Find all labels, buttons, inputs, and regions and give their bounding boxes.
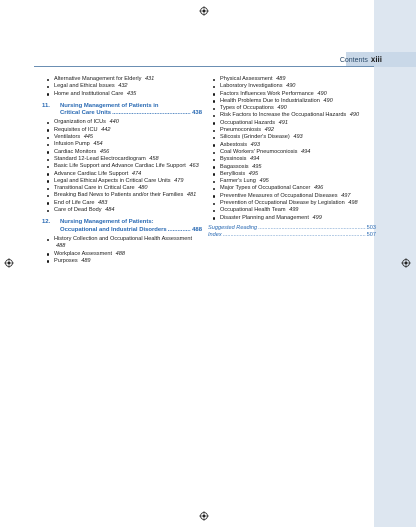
toc-entry[interactable] xyxy=(208,149,376,156)
toc-entry-title: Preventive Measures of Occupational Diseases xyxy=(220,192,338,199)
toc-entry-page: 481 xyxy=(186,192,197,199)
toc-entry-title: Berylliosis xyxy=(220,170,246,177)
toc-entry[interactable] xyxy=(208,120,376,127)
toc-entry-page: 489 xyxy=(81,257,91,264)
toc-entry-page: 488 xyxy=(115,250,125,257)
toc-entry-page: 442 xyxy=(101,126,111,133)
toc-entry-title: Occupational Hazards xyxy=(220,119,276,126)
chapter-title-line: Occupational and Industrial Disorders xyxy=(60,226,167,233)
toc-entry-title: Major Types of Occupational Cancer xyxy=(220,185,311,192)
toc-entry[interactable] xyxy=(208,134,376,141)
toc-entry-page: 493 xyxy=(250,141,260,148)
toc-entry[interactable] xyxy=(42,163,202,170)
registration-mark-icon xyxy=(199,6,209,16)
toc-entry-page: 484 xyxy=(105,207,115,214)
toc-entry-page: 497 xyxy=(341,192,351,199)
toc-entry[interactable] xyxy=(208,185,376,192)
toc-entry-title: Disaster Planning and Management xyxy=(220,214,309,221)
suggested-reading-entry[interactable] xyxy=(208,225,376,232)
header-rule xyxy=(34,66,374,67)
chapter-page: 488 xyxy=(192,226,202,233)
toc-entry-title: Types of Occupations xyxy=(220,105,274,112)
toc-entry-title: Legal and Ethical Issues xyxy=(54,83,115,90)
toc-entry-page: 492 xyxy=(264,127,274,134)
index-label: Index xyxy=(208,232,222,239)
registration-mark-icon xyxy=(4,258,14,268)
leader-dots xyxy=(168,227,191,234)
registration-mark-icon xyxy=(199,511,209,521)
toc-left-column xyxy=(42,76,202,265)
toc-entry-page: 499 xyxy=(289,207,299,214)
chapter-number: 11. xyxy=(42,102,50,109)
chapter-page: 438 xyxy=(192,110,202,117)
toc-entry[interactable] xyxy=(42,91,202,98)
toc-entry-title: Farmer's Lung xyxy=(220,178,256,185)
toc-entry[interactable] xyxy=(208,171,376,178)
toc-entry-page: 458 xyxy=(149,155,159,162)
chapter-title-line: Critical Care Units xyxy=(60,110,112,117)
toc-entry[interactable] xyxy=(208,178,376,185)
toc-entry-title: Requisites of ICU xyxy=(54,126,98,133)
toc-entry-page: 480 xyxy=(138,185,148,192)
toc-entry[interactable] xyxy=(208,164,376,171)
toc-entry[interactable] xyxy=(42,127,202,134)
toc-entry-title: Byssinosis xyxy=(220,156,247,163)
toc-entry-page: 474 xyxy=(131,170,142,177)
toc-entry-page: 488 xyxy=(56,243,66,250)
toc-entry-page: 431 xyxy=(144,76,155,82)
toc-entry-page: 456 xyxy=(99,148,110,155)
toc-entry-title: Advance Cardiac Life Support xyxy=(54,170,129,177)
chapter-12-heading[interactable] xyxy=(42,219,202,234)
toc-entry-page: 499 xyxy=(312,214,322,221)
toc-entry-page: 483 xyxy=(98,199,108,206)
toc-entry-title: Occupational Health Team xyxy=(220,207,286,214)
toc-entry-title: Home and Institutional Care xyxy=(54,90,124,97)
toc-list xyxy=(42,236,202,265)
toc-list xyxy=(42,119,202,214)
toc-entry[interactable] xyxy=(42,119,202,126)
toc-entry-title: Workplace Assessment xyxy=(54,250,113,257)
header-section: Contents xyxy=(339,57,368,64)
toc-entry-page: 494 xyxy=(301,148,311,155)
toc-entry-title: Asbestosis xyxy=(220,141,248,148)
toc-entry[interactable] xyxy=(42,207,202,214)
toc-entry-page: 490 xyxy=(349,112,360,119)
toc-entry-title: Transitional Care in Critical Care xyxy=(54,185,135,192)
toc-entry-title: Factors Influences Work Performance xyxy=(220,90,314,97)
toc-entry-page: 432 xyxy=(118,83,128,90)
toc-entry[interactable] xyxy=(42,76,202,83)
toc-entry[interactable] xyxy=(42,178,202,185)
toc-entry-page: 489 xyxy=(276,76,286,82)
toc-entry-page: 440 xyxy=(109,119,119,126)
toc-entry-page: 445 xyxy=(83,134,94,141)
toc-entry[interactable] xyxy=(208,83,376,90)
toc-list xyxy=(42,76,202,98)
toc-entry[interactable] xyxy=(208,98,376,105)
toc-entry[interactable] xyxy=(42,236,202,251)
toc-entry[interactable] xyxy=(208,142,376,149)
toc-entry[interactable] xyxy=(208,127,376,134)
toc-entry-title: Breaking Bad News to Patients and/or their Families xyxy=(54,192,184,199)
toc-entry-page: 479 xyxy=(174,177,184,184)
toc-list xyxy=(208,76,376,222)
toc-entry-title: Coal Workers' Pneumoconiosis xyxy=(220,148,298,155)
toc-entry[interactable] xyxy=(208,156,376,163)
toc-entry[interactable] xyxy=(42,141,202,148)
toc-entry-title: Physical Assessment xyxy=(220,76,273,82)
toc-entry[interactable] xyxy=(208,200,376,207)
toc-entry-title: Health Problems Due to Industrialization xyxy=(220,97,320,104)
leader-dots xyxy=(112,110,191,117)
toc-entry-title: Bagassosis xyxy=(220,163,249,170)
toc-entry-title: End of Life Care xyxy=(54,199,95,206)
toc-entry[interactable] xyxy=(42,149,202,156)
leader-dots xyxy=(258,225,366,232)
toc-entry-title: Ventilators xyxy=(54,134,81,141)
header-page-number: xiii xyxy=(370,55,382,64)
chapter-number: 12. xyxy=(42,219,51,226)
toc-entry-title: Purposes xyxy=(54,257,78,264)
toc-entry-title: Basic Life Support and Advance Cardiac Life Support xyxy=(54,163,186,170)
toc-entry-page: 490 xyxy=(323,97,333,104)
toc-entry-page: 493 xyxy=(293,134,303,141)
registration-mark-icon xyxy=(401,258,411,268)
toc-entry-title: Legal and Ethical Aspects in Critical Care Units xyxy=(54,177,171,184)
toc-entry[interactable] xyxy=(208,112,376,119)
toc-entry-title: Standard 12-Lead Electrocardiogram xyxy=(54,155,146,162)
toc-entry-page: 494 xyxy=(250,156,260,163)
suggested-reading-page: 503 xyxy=(366,224,376,231)
toc-entry[interactable] xyxy=(42,185,202,192)
toc-entry-page: 496 xyxy=(313,185,324,192)
toc-entry-page: 454 xyxy=(93,141,103,148)
toc-entry-title: Care of Dead Body xyxy=(54,207,102,214)
toc-entry-title: Pneumoconiosis xyxy=(220,127,262,134)
toc-entry[interactable] xyxy=(208,207,376,214)
leader-dots xyxy=(223,232,366,239)
toc-entry-page: 490 xyxy=(286,83,296,90)
toc-entry[interactable] xyxy=(42,171,202,178)
toc-entry-title: Infusion Pump xyxy=(54,141,90,148)
toc-right-column xyxy=(208,76,376,240)
toc-entry-title: Laboratory Investigations xyxy=(220,83,283,90)
toc-entry[interactable] xyxy=(42,134,202,141)
toc-entry[interactable] xyxy=(208,105,376,112)
toc-entry[interactable] xyxy=(208,76,376,83)
toc-entry[interactable] xyxy=(42,251,202,258)
toc-entry-page: 495 xyxy=(252,163,262,170)
toc-entry[interactable] xyxy=(42,192,202,199)
toc-entry[interactable] xyxy=(208,91,376,98)
toc-entry[interactable] xyxy=(42,83,202,90)
toc-entry-page: 498 xyxy=(348,200,358,207)
toc-entry-title: Organization of ICUs xyxy=(54,119,106,126)
toc-entry[interactable] xyxy=(42,156,202,163)
toc-entry[interactable] xyxy=(208,215,376,222)
toc-entry-title: History Collection and Occupational Health Assessment xyxy=(54,235,193,242)
toc-entry-page: 435 xyxy=(126,90,137,97)
toc-entry[interactable] xyxy=(42,200,202,207)
index-page: 507 xyxy=(366,232,376,239)
chapter-title-line: Nursing Management of Patients: xyxy=(60,219,154,226)
toc-entry[interactable] xyxy=(42,258,202,265)
toc-entry-page: 490 xyxy=(317,90,327,97)
toc-entry-page: 495 xyxy=(248,170,259,177)
toc-entry-title: Cardiac Monitors xyxy=(54,148,97,155)
toc-entry-page: 491 xyxy=(278,119,288,126)
index-entry[interactable] xyxy=(208,232,376,239)
toc-entry-page: 495 xyxy=(259,178,269,185)
toc-entry-title: Alternative Management for Elderly xyxy=(54,76,142,82)
toc-entry-page: 490 xyxy=(277,105,287,112)
toc-entry-title: Risk Factors to Increase the Occupational Hazards xyxy=(220,112,347,119)
suggested-reading-label: Suggested Reading xyxy=(208,224,258,231)
toc-entry-title: Prevention of Occupational Disease by Legislation xyxy=(220,200,345,207)
running-header xyxy=(300,55,382,64)
chapter-title-line: Nursing Management of Patients in xyxy=(60,102,159,109)
toc-entry[interactable] xyxy=(208,193,376,200)
toc-entry-title: Silicosis (Grinder's Disease) xyxy=(220,134,290,141)
chapter-11-heading[interactable] xyxy=(42,103,202,118)
toc-entry-page: 463 xyxy=(189,163,199,170)
